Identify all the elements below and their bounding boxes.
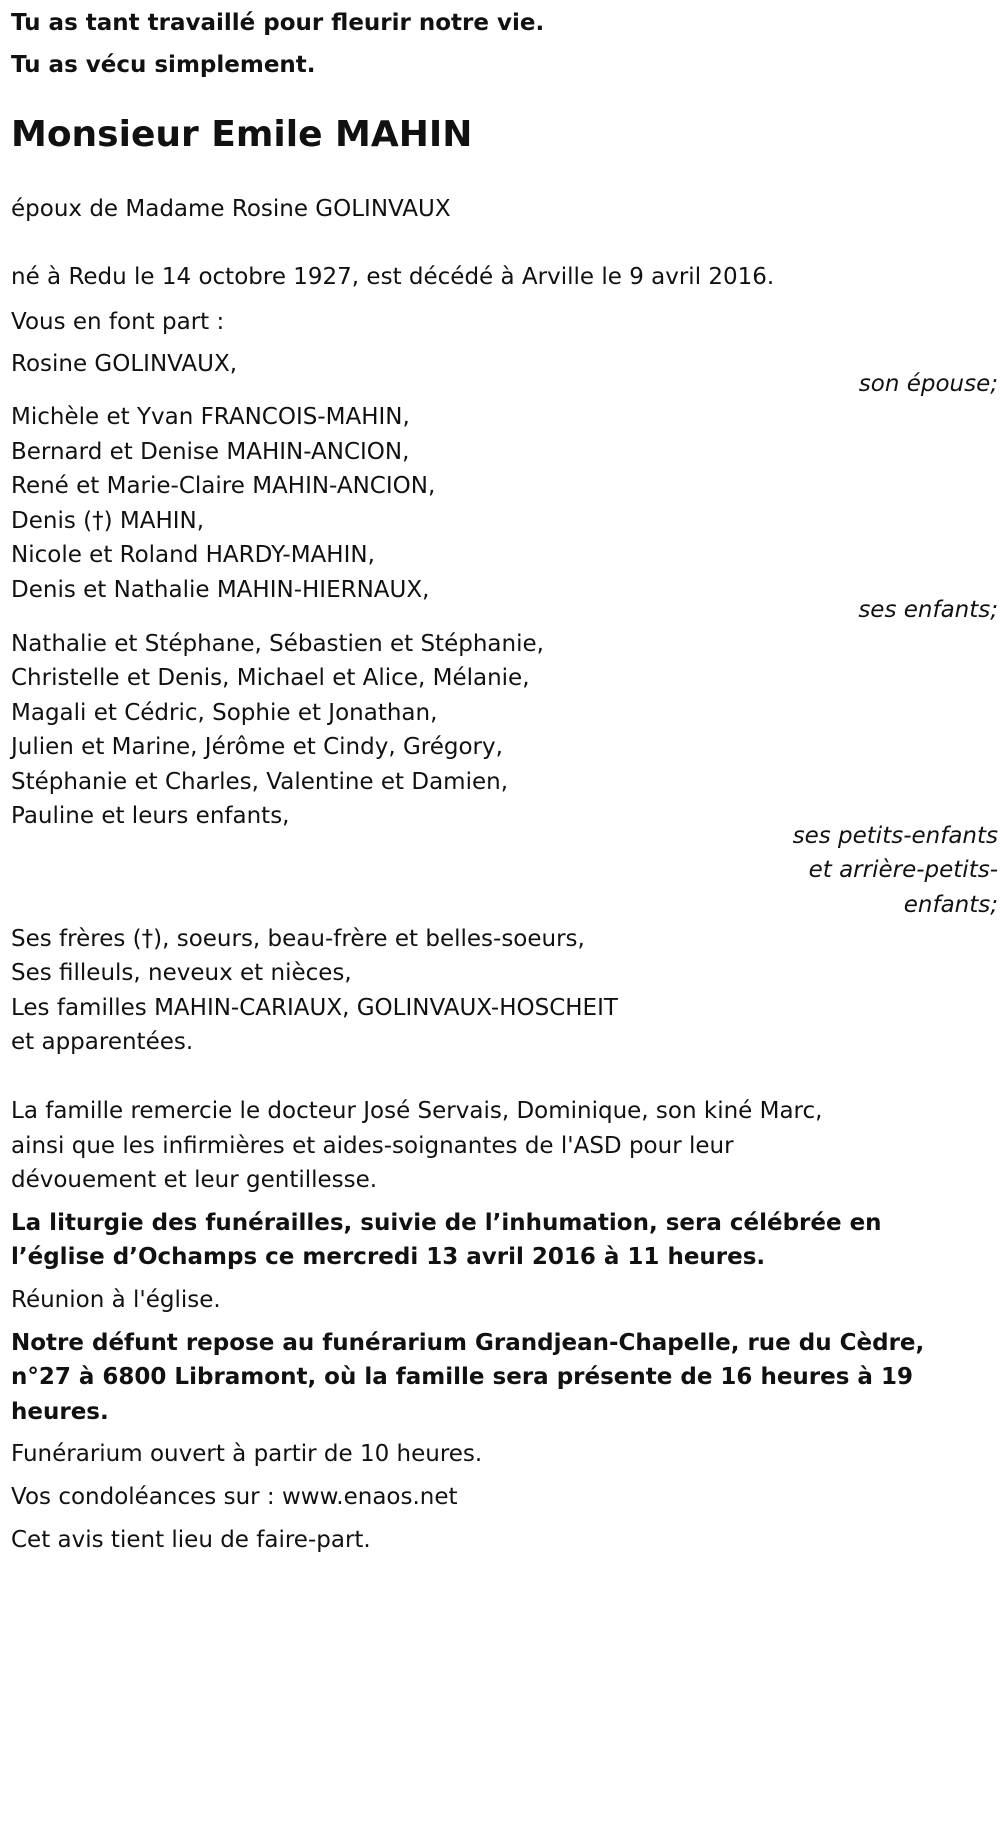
grandchild-line: Julien et Marine, Jérôme et Cindy, Grégory, <box>11 734 503 760</box>
verse-line-2: Tu as vécu simplement. <box>11 52 316 78</box>
relatives-line: Les familles MAHIN-CARIAUX, GOLINVAUX-HOSCHEIT <box>11 995 618 1021</box>
deceased-name: Monsieur Emile MAHIN <box>11 114 473 155</box>
spouse-line: époux de Madame Rosine GOLINVAUX <box>11 196 451 222</box>
child-line: Denis et Nathalie MAHIN-HIERNAUX, <box>11 577 430 603</box>
announcement-intro: Vous en font part : <box>11 309 225 335</box>
condolences-line: Vos condoléances sur : www.enaos.net <box>11 1484 458 1510</box>
meeting-line: Réunion à l'église. <box>11 1287 221 1313</box>
grandchild-line: Nathalie et Stéphane, Sébastien et Stéphanie, <box>11 631 544 657</box>
grandchildren-role-line: ses petits-enfants <box>792 823 998 849</box>
child-line: Bernard et Denise MAHIN-ANCION, <box>11 439 410 465</box>
verse-line-1: Tu as tant travaillé pour fleurir notre vie. <box>11 10 545 36</box>
thanks-line: ainsi que les infirmières et aides-soignantes de l'ASD pour leur <box>11 1133 734 1159</box>
child-line: Michèle et Yvan FRANCOIS-MAHIN, <box>11 404 410 430</box>
thanks-line: dévouement et leur gentillesse. <box>11 1167 378 1193</box>
viewing-line: Notre défunt repose au funérarium Grandjean-Chapelle, rue du Cèdre, <box>11 1330 925 1356</box>
thanks-line: La famille remercie le docteur José Servais, Dominique, son kiné Marc, <box>11 1098 823 1124</box>
viewing-line: heures. <box>11 1399 109 1425</box>
family-spouse-role: son épouse; <box>858 371 998 397</box>
grandchildren-role-line: enfants; <box>903 892 998 918</box>
notice-line: Cet avis tient lieu de faire-part. <box>11 1527 371 1553</box>
relatives-line: Ses filleuls, neveux et nièces, <box>11 960 352 986</box>
hours-line: Funérarium ouvert à partir de 10 heures. <box>11 1441 483 1467</box>
grandchild-line: Pauline et leurs enfants, <box>11 803 290 829</box>
funeral-line: La liturgie des funérailles, suivie de l’inhumation, sera célébrée en <box>11 1210 882 1236</box>
grandchild-line: Magali et Cédric, Sophie et Jonathan, <box>11 700 438 726</box>
relatives-line: Ses frères (†), soeurs, beau-frère et belles-soeurs, <box>11 926 585 952</box>
child-line: Denis (†) MAHIN, <box>11 508 205 534</box>
grandchildren-role-line: et arrière-petits- <box>808 857 998 883</box>
child-line: Nicole et Roland HARDY-MAHIN, <box>11 542 375 568</box>
relatives-line: et apparentées. <box>11 1029 194 1055</box>
grandchild-line: Christelle et Denis, Michael et Alice, Mélanie, <box>11 665 530 691</box>
funeral-line: l’église d’Ochamps ce mercredi 13 avril 2016 à 11 heures. <box>11 1244 766 1270</box>
children-role: ses enfants; <box>858 597 998 623</box>
birth-death-line: né à Redu le 14 octobre 1927, est décédé à Arville le 9 avril 2016. <box>11 264 775 290</box>
viewing-line: n°27 à 6800 Libramont, où la famille sera présente de 16 heures à 19 <box>11 1364 913 1390</box>
child-line: René et Marie-Claire MAHIN-ANCION, <box>11 473 436 499</box>
family-spouse-name: Rosine GOLINVAUX, <box>11 351 238 377</box>
grandchild-line: Stéphanie et Charles, Valentine et Damien, <box>11 769 509 795</box>
